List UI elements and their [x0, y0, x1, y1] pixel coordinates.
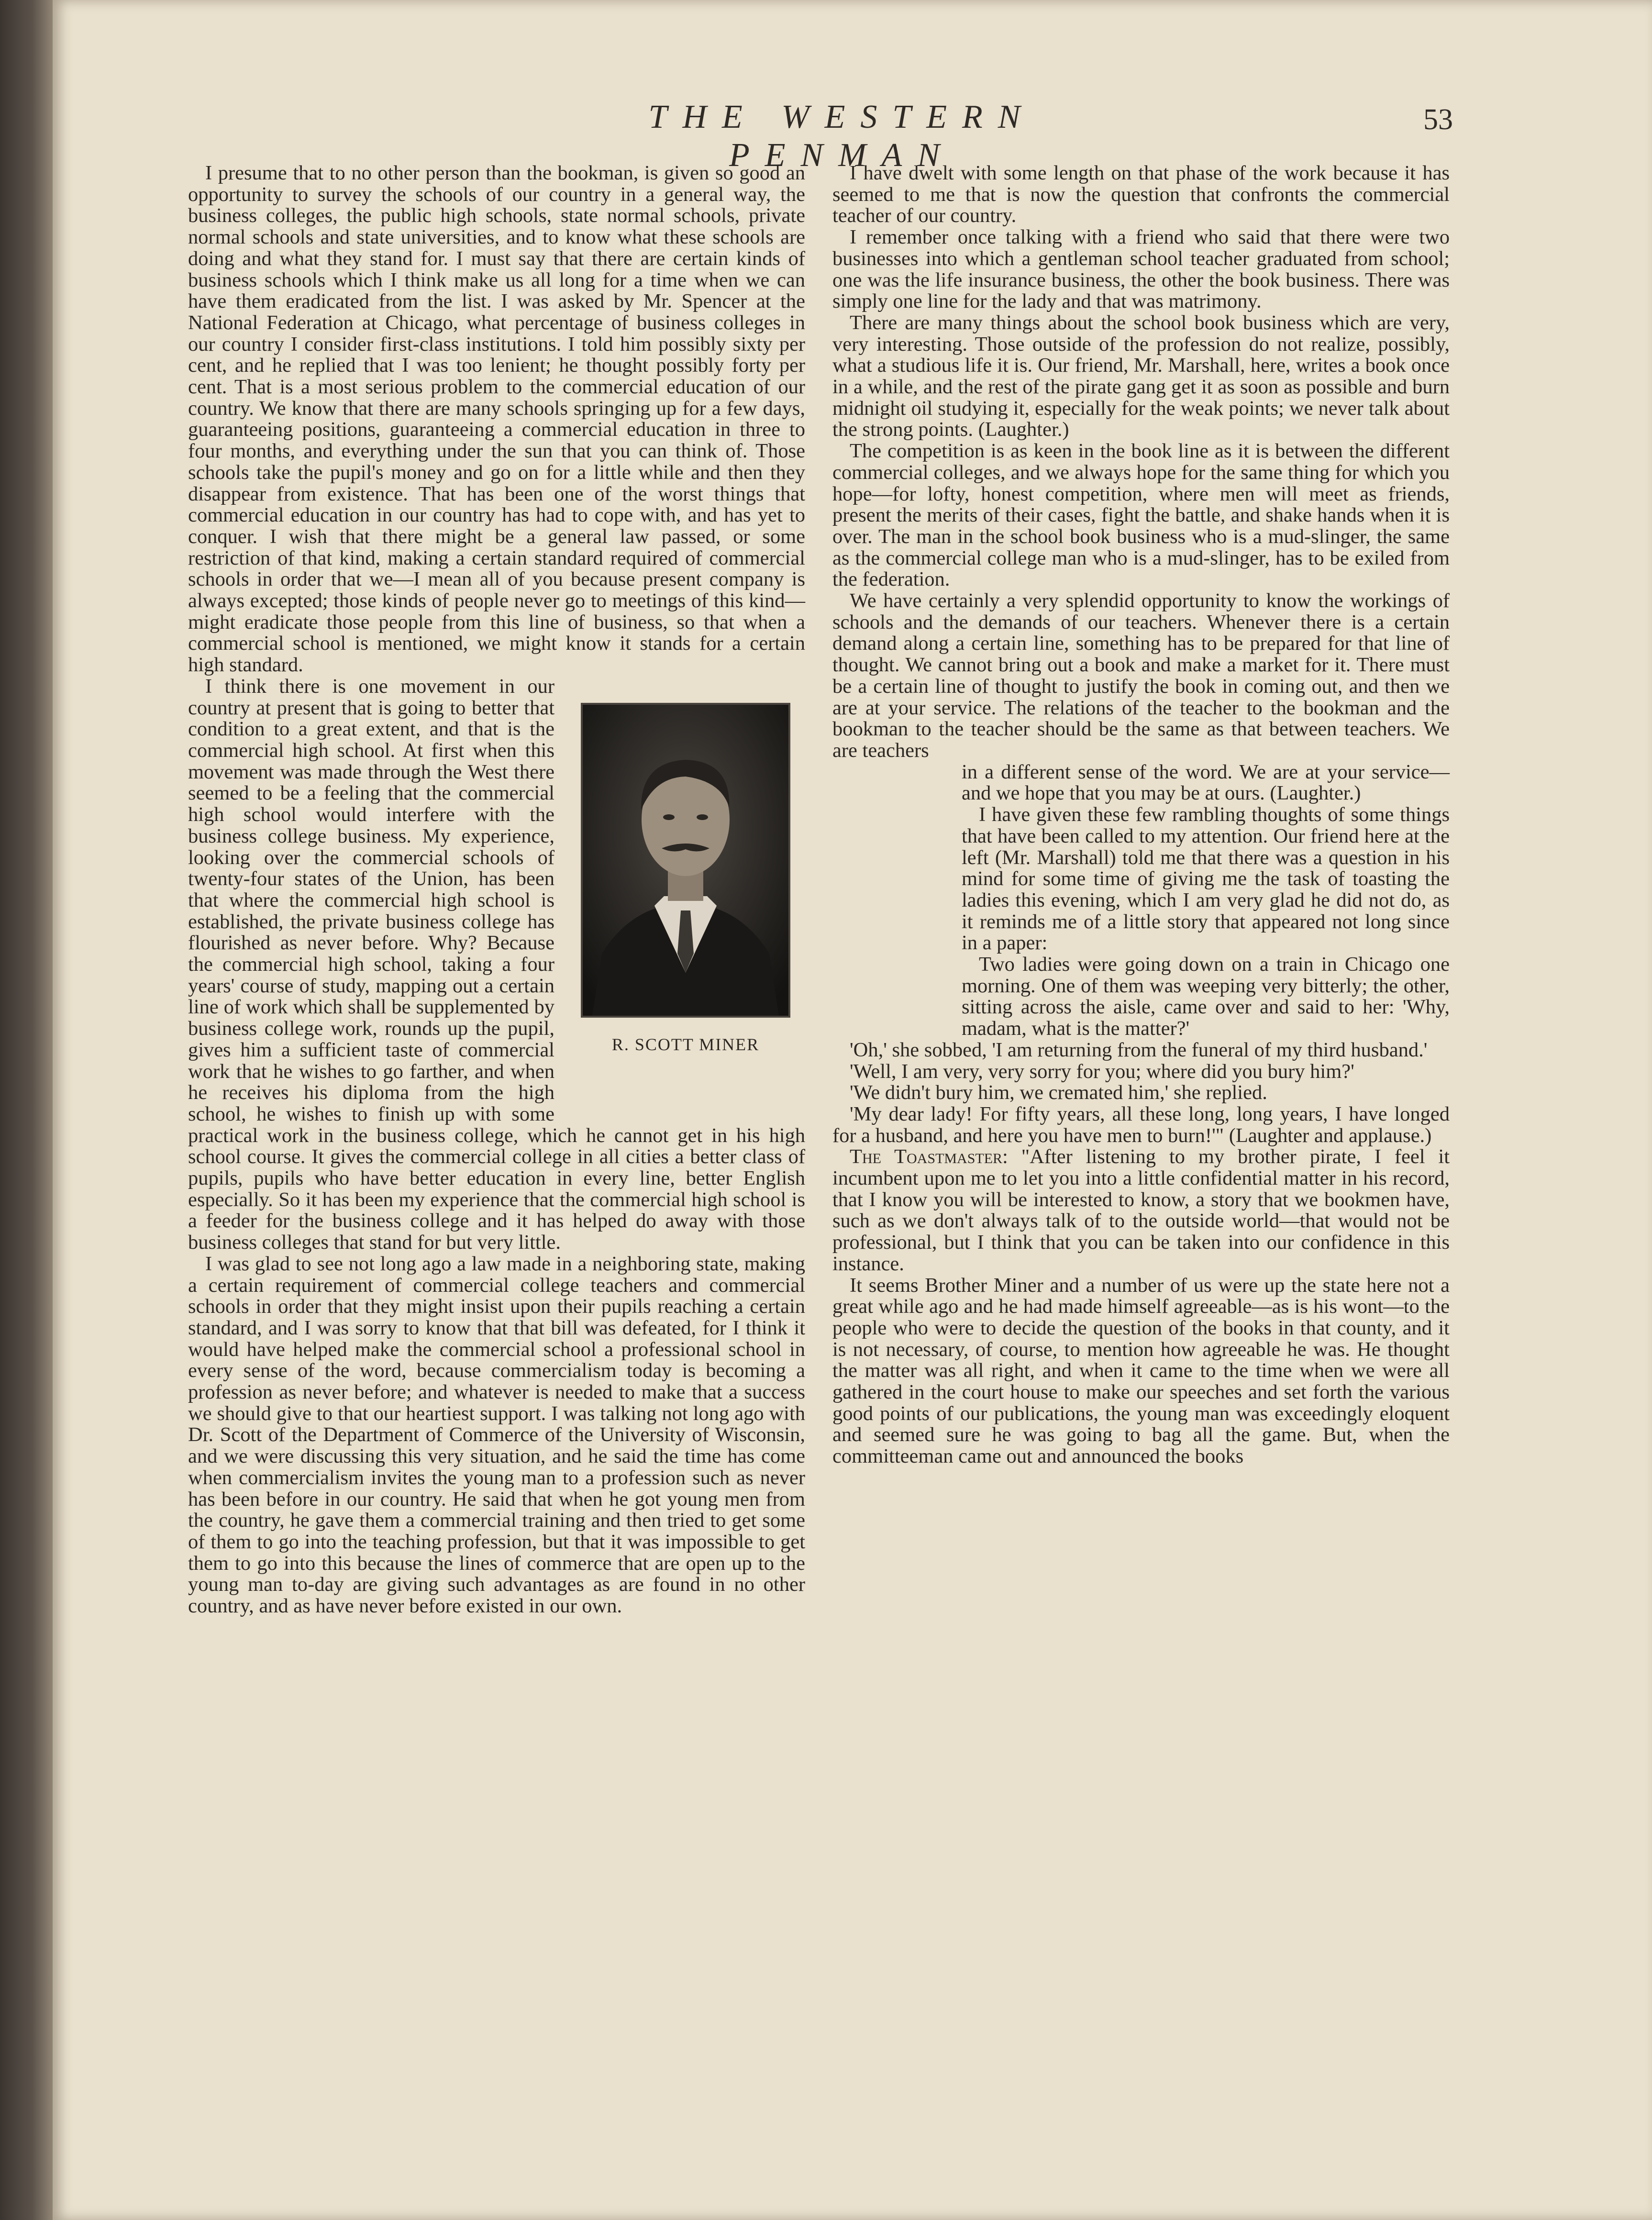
left-column: [188, 163, 805, 2029]
left-paragraph-3: I was glad to see not long ago a law made in a neighboring state, making a certain requirement of commercial college teachers and commercial schools in order that they might insist upon their pupils reaching a certain standard, and I was sorry to know that that bill was defeated, for I think it would have helped make the commercial school a professional school in every sense of the word, because commercialism today is becoming a profession as never before; and whatever is needed to make that a success we should give to that our heartiest support. I was talking not long ago with Dr. Scott of the Department of Commerce of the University of Wisconsin, and we were discussing this very situation, and he said the time has come when commercialism invites the young man to a profession such as never has been before in our country. He said that when he got young men from the country, he gave them a commercial training and then tried to get some of them to go into the teaching profession, but that it was impossible to get them to go into this because the lines of commerce that are open up to the young man to-day are giving such advantages as are found in no other country, and as have never before existed in our own.: [188, 1252, 805, 1618]
left-paragraph-2: I think there is one movement in our country at present that is going to better that condition to a great extent, and that is the commercial high school. At first when this movement was made through the West there seemed to be a feeling that the commercial high school would interfere with the business college business. My experience, looking over the commercial schools of twenty-four states of the Union, has been that where the commercial high school is established, the private business college has flourished as never before. Why? Because the commercial high school, taking a four years' course of study, mapping out a certain line of work which shall be supplemented by business college work, rounds up the pupil, gives him a sufficient taste of commercial work that he wishes to go farther, and when he receives his diploma from the high school, he wishes to finish up with some practical work in the business college, which he cannot get in his high school course. It gives the commercial college in all cities a better class of pupils, pupils who have better education in every line, better English especially. So it has been my experience that the commercial high school is a feeder for the business college and it has helped do away with those business colleges that stand for but very little.: [188, 675, 805, 1254]
portrait-caption: R. SCOTT MINER: [611, 1034, 760, 1054]
right-paragraph-11: 'My dear lady! For fifty years, all these long, long years, I have longed for a husband, and here you have men to burn!'" (Laughter and applause.): [832, 1102, 1450, 1147]
right-paragraph-4: The competition is as keen in the book line as it is between the different commercial colleges, and we always hope for the same thing for which you hope—for lofty, honest competition, where men will meet as friends, present the merits of their cases, fight the battle, and shake hands when it is over. The man in the school book business who is a mud-slinger, the same as the commercial college man who is a mud-slinger, has to be exiled from the federation.: [832, 440, 1450, 591]
portrait-image: [583, 705, 788, 1016]
right-paragraph-10: 'We didn't bury him, we cremated him,' she replied.: [850, 1081, 1267, 1104]
right-paragraph-1: I have dwelt with some length on that phase of the work because it has seemed to me that is now the question that confronts the commercial teacher of our country.: [832, 162, 1450, 227]
right-paragraph-12: [832, 1146, 1450, 1275]
right-paragraph-13: It seems Brother Miner and a number of us were up the state here not a great while ago and he had made himself agreeable—as is his wont—to the people who were to decide the question of the books in that county, and it is not necessary, of course, to mention how agreeable he was. He thought the matter was all right, and when it came to the time when we were all gathered in the court house to make our speeches and set forth the various good points of our publications, the young man was exceedingly eloquent and seemed sure he was going to bag all the game. But, when the committeeman came out and announced the books: [832, 1274, 1450, 1468]
right-paragraph-3: There are many things about the school book business which are very, very interesting. Those outside of the profession do not realize, possibly, what a studious life it is. Our friend, Mr. Marshall, here, writes a book once in a while, and the rest of the pirate gang get it as soon as possible and burn midnight oil studying it, especially for the weak points; we never talk about the strong points. (Laughter.): [832, 311, 1450, 441]
running-header-title: THE WESTERN PENMAN: [648, 99, 1036, 174]
speaker-label: The Toastmaster:: [850, 1145, 1008, 1168]
indented-block: [962, 762, 1450, 1040]
right-paragraph-5: We have certainly a very splendid opportunity to know the workings of schools and the demands of our teachers. Whenever there is a certain demand along a certain line, something has to be prepared for that line of thought. We cannot bring out a book and make a market for it. There must be a certain line of thought to justify the book in coming out, and then we are at your service. The relations of the teacher to the bookman and the bookman to the teacher should be the same as that between teachers. We are teachers: [832, 589, 1450, 762]
toastmaster-remarks: "After listening to my brother pirate, I feel it incumbent upon me to let you into a little confidential matter in his record, that I know you will be interested to know, a story that we bookmen have, such as we don't always talk of to the outside world—that would not be professional, but I think that you can be taken into our confidence in this instance.: [832, 1145, 1450, 1275]
page-number: 53: [1423, 103, 1453, 136]
right-paragraph-7: Two ladies were going down on a train in Chicago one morning. One of them was weeping very bitterly; the other, sitting across the aisle, came over and said to her: 'Why, madam, what is the matter?': [962, 953, 1450, 1040]
right-paragraph-6: I have given these few rambling thoughts of some things that have been called to my attention. Our friend here at the left (Mr. Marshall) told me that there was a question in his mind for some time of giving me the task of toasting the ladies this evening, which I am very glad he did not do, as it reminds me of a little story that appeared not long since in a paper:: [962, 803, 1450, 955]
portrait-figure: [566, 703, 805, 1117]
right-paragraph-9: 'Well, I am very, very sorry for you; where did you bury him?': [850, 1060, 1354, 1083]
magazine-page: [53, 0, 1652, 2220]
right-paragraph-8: 'Oh,' she sobbed, 'I am returning from the funeral of my third husband.': [850, 1038, 1428, 1061]
right-paragraph-5-continued: in a different sense of the word. We are at your service—and we hope that you may be at ours. (Laughter.): [962, 760, 1450, 805]
right-column: [832, 163, 1450, 2029]
portrait-photo: [581, 703, 790, 1018]
left-paragraph-1: I presume that to no other person than the bookman, is given so good an opportunity to survey the schools of our country in a general way, the business colleges, the public high schools, state normal schools, private normal schools and state universities, and to know what these schools are doing and what they stand for. I must say that there are certain kinds of business schools which I think make us all long for a time when we can have them eradicated from the list. I was asked by Mr. Spencer at the National Federation at Chicago, what percentage of business colleges in our country I consider first-class institutions. I told him possibly sixty per cent, and he replied that I was too lenient; he thought possibly forty per cent. That is a most serious problem to the commercial education of our country. We know that there are many schools springing up for a few days, guaranteeing positions, guaranteeing a commercial education in three to four months, and everything under the sun that you can think of. Those schools take the pupil's money and go on for a little while and then they disappear from existence. That has been one of the worst things that commercial education in our country has had to cope with, and has yet to conquer. I wish that there might be a general law passed, or some restriction of that kind, making a certain standard required of commercial schools in order that we—I mean all of you because present company is always excepted; those kinds of people never go to meetings of this kind—might eradicate those people from this line of business, so that when a commercial school is mentioned, we might know it stands for a certain high standard.: [188, 162, 805, 677]
right-paragraph-2: I remember once talking with a friend who said that there were two businesses into which a gentleman school teacher graduated from school; one was the life insurance business, the other the book business. There was simply one line for the lady and that was matrimony.: [832, 226, 1450, 313]
